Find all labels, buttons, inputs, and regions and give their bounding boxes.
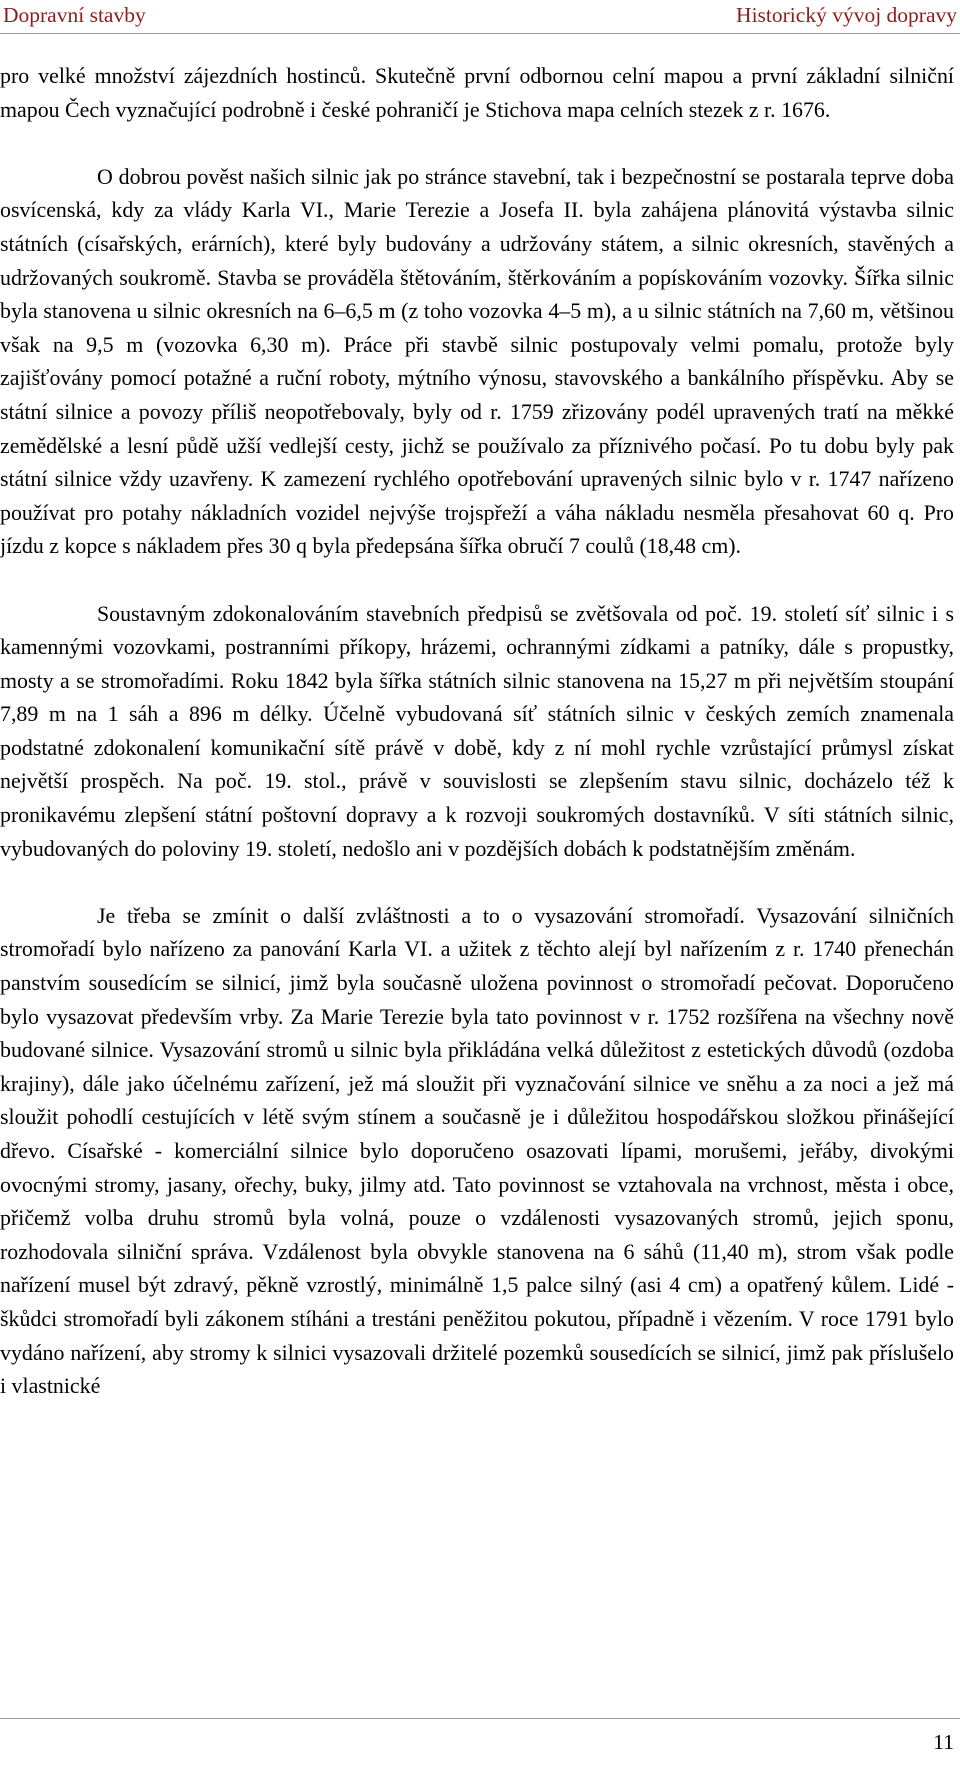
- paragraph-2: O dobrou pověst našich silnic jak po stránce stavební, tak i bezpečnostní se postarala teprve doba osvícenská, kdy za vlády Karla VI., Marie Terezie a Josefa II. byla zahájena plánovitá výstavba silnic státních (císařských, erárních), které byly budovány a udržovány státem, a silnic okresních, stavěných a udržovaných soukromě. Stavba se prováděla štětováním, štěrkováním a popískováním vozovky. Šířka silnic byla stanovena u silnic okresních na 6–6,5 m (z toho vozovka 4–5 m), a u silnic státních na 7,60 m, většinou však na 9,5 m (vozovka 6,30 m). Práce při stavbě silnic postupovaly velmi pomalu, protože byly zajišťovány pomocí potažné a ruční roboty, mýtního výnosu, stavovského a bankálního příspěvku. Aby se státní silnice a povozy příliš neopotřebovaly, byly od r. 1759 zřizovány podél upravených tratí na měkké zemědělské a lesní půdě užší vedlejší cesty, jichž se používalo za příznivého počasí. Po tu dobu byly pak státní silnice vždy uzavřeny. K zamezení rychlého opotřebování upravených silnic bylo v r. 1747 nařízeno používat pro potahy nákladních vozidel nejvýše trojspřeží a váha nákladu nesměla přesahovat 60 q. Pro jízdu z kopce s nákladem přes 30 q byla předepsána šířka obručí 7 coulů (18,48 cm).: [0, 163, 954, 559]
- page-header: [0, 0, 960, 34]
- body-text: [0, 59, 954, 1403]
- footer-divider: [0, 1718, 960, 1719]
- header-chapter-title: Historický vývoj dopravy: [736, 3, 957, 27]
- header-section-title: Dopravní stavby: [3, 3, 146, 27]
- paragraph-3: Soustavným zdokonalováním stavebních předpisů se zvětšovala od poč. 19. století síť silnic i s kamennými vozovkami, postranními příkopy, hrázemi, ochrannými zídkami a patníky, dále s propustky, mosty a se stromořadími. Roku 1842 byla šířka státních silnic stanovena na 15,27 m při největším stoupání 7,89 m na 1 sáh a 896 m délky. Účelně vybudovaná síť státních silnic v českých zemích znamenala podstatné zdokonalení komunikační sítě právě v době, kdy z ní mohl rychle vzrůstající průmysl získat největší prospěch. Na poč. 19. stol., právě v souvislosti se zlepšením stavu silnic, docházelo též k pronikavému zlepšení státní poštovní dopravy a k rozvoji soukromých dostavníků. V síti státních silnic, vybudovaných do poloviny 19. století, nedošlo ani v pozdějších dobách k podstatnějším změnám.: [0, 600, 954, 861]
- paragraph-1: pro velké množství zájezdních hostinců. Skutečně první odbornou celní mapou a první základní silniční mapou Čech vyznačující podrobně i české pohraničí je Stichova mapa celních stezek z r. 1676.: [0, 63, 954, 122]
- page-number: 11: [933, 1730, 954, 1754]
- paragraph-4: Je třeba se zmínit o další zvláštnosti a to o vysazování stromořadí. Vysazování silničních stromořadí bylo nařízeno za panování Karla VI. a užitek z těchto alejí byl nařízením z r. 1740 přenechán panstvím sousedícím se silnicí, jimž byla současně uložena povinnost o stromořadí pečovat. Doporučeno bylo vysazovat především vrby. Za Marie Terezie byla tato povinnost v r. 1752 rozšířena na všechny nově budované silnice. Vysazování stromů u silnic byla přikládána velká důležitost z estetických důvodů (ozdoba krajiny), dále jako účelnému zařízení, jež má sloužit při vyznačování silnice ve sněhu a za noci a jež má sloužit pohodlí cestujících v létě svým stínem a současně je i důležitou hospodářskou složkou přinášející dřevo. Císařské - komerciální silnice bylo doporučeno osazovati lípami, morušemi, jeřáby, divokými ovocnými stromy, jasany, ořechy, buky, jilmy atd. Tato povinnost se vztahovala na vrchnost, města i obce, přičemž volba druhu stromů byla volná, pouze o vzdálenosti vysazovaných stromů, jejich sponu, rozhodovala silniční správa. Vzdálenost byla obvykle stanovena na 6 sáhů (11,40 m), strom však podle nařízení musel být zdravý, pěkně vzrostlý, minimálně 1,5 palce silný (asi 4 cm) a opatřený kůlem. Lidé - škůdci stromořadí byli zákonem stíháni a trestáni peněžitou pokutou, případně i vězením. V roce 1791 bylo vydáno nařízení, aby stromy k silnici vysazovali držitelé pozemků sousedících se silnicí, jimž pak příslušelo i vlastnické: [0, 902, 954, 1399]
